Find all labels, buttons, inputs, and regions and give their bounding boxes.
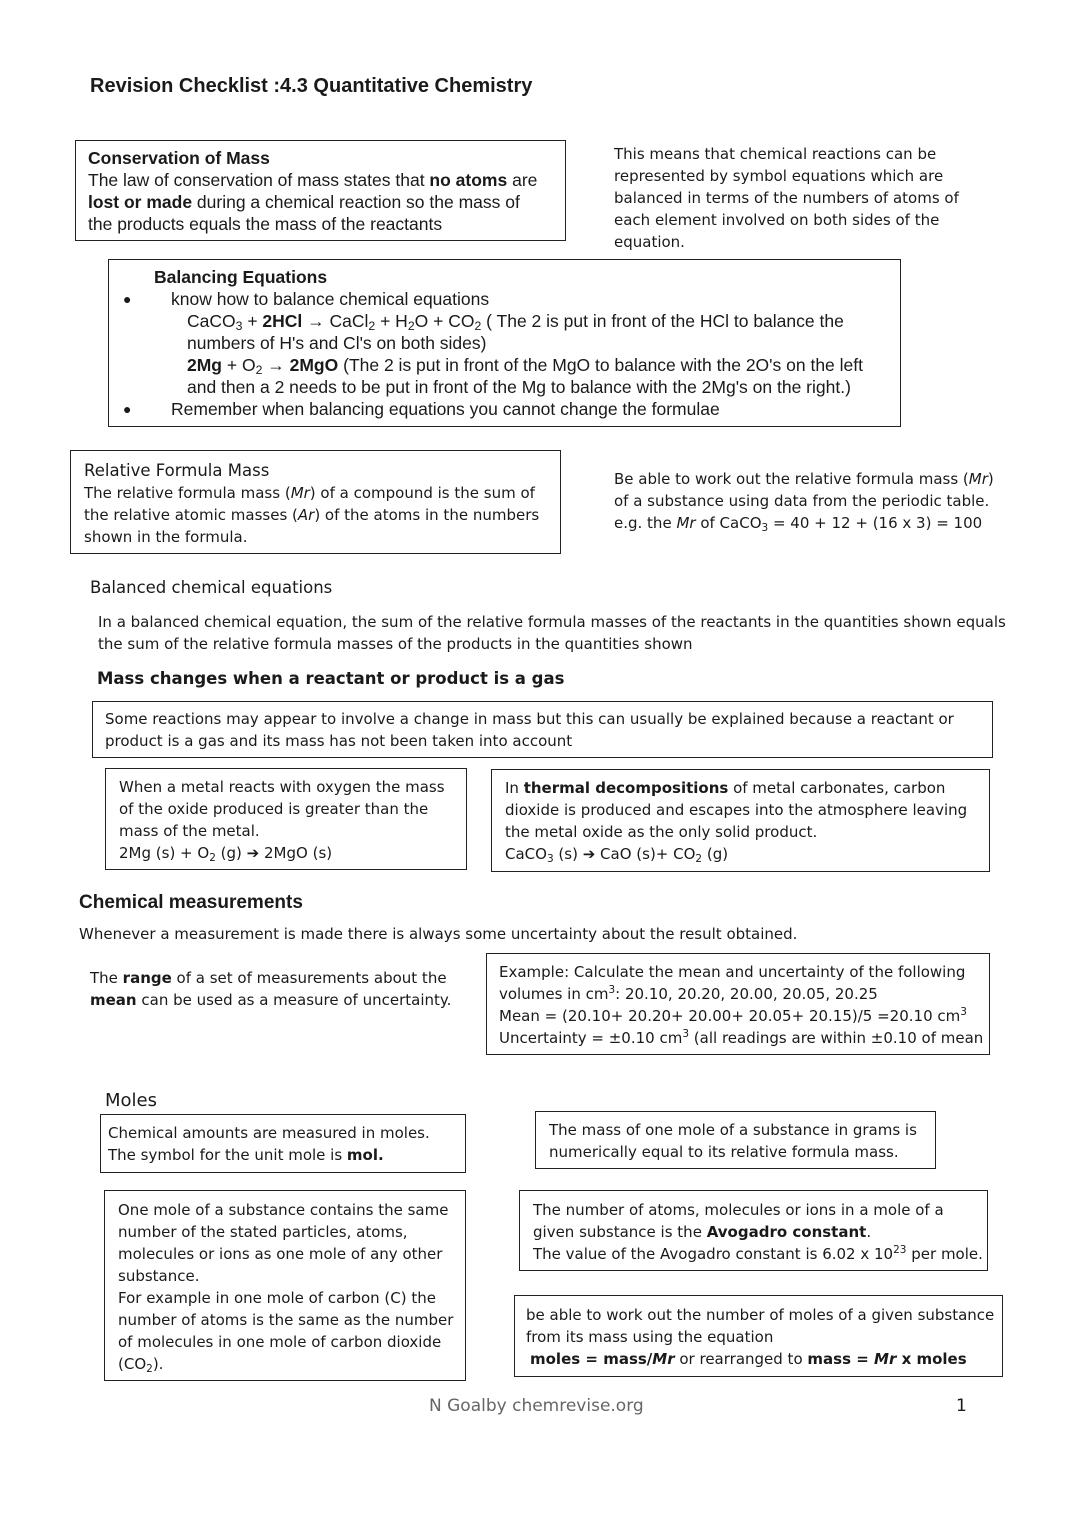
rfm-side-line-1: Be able to work out the relative formula mass (Mr) xyxy=(614,470,994,488)
moles-equation-box xyxy=(514,1295,1003,1377)
avogadro-line-2: given substance is the Avogadro constant. xyxy=(533,1223,872,1241)
thermal-line-3: the metal oxide as the only solid product. xyxy=(505,823,818,841)
rfm-side-line-3: e.g. the Mr of CaCO$_3$ = 40 + 12 + (16 x 3) = 100 xyxy=(614,514,983,534)
example-line-1: Example: Calculate the mean and uncertainty of the following xyxy=(499,963,966,981)
measurements-heading: Chemical measurements xyxy=(79,892,303,913)
range-line-1: The range of a set of measurements about the xyxy=(90,969,447,987)
moles-heading: Moles xyxy=(105,1090,157,1111)
thermal-decomposition-box xyxy=(491,769,990,872)
conservation-line-1: The law of conservation of mass states that no atoms are xyxy=(88,170,538,190)
balanced-line-2: the sum of the relative formula masses of the products in the quantities shown xyxy=(98,635,693,653)
balancing-item-2 xyxy=(109,398,900,420)
conservation-side-note xyxy=(614,143,1054,253)
thermal-line-1: In thermal decompositions of metal carbonates, carbon xyxy=(505,779,946,797)
rfm-line-1: The relative formula mass (Mr) of a compound is the sum of xyxy=(84,484,535,502)
bullet-icon: ● xyxy=(123,291,132,307)
avogadro-box xyxy=(519,1190,988,1271)
balanced-line-1: In a balanced chemical equation, the sum of the relative formula masses of the reactants in the quantities shown equals xyxy=(98,613,1006,631)
avogadro-line-1: The number of atoms, molecules or ions in a mole of a xyxy=(533,1201,944,1219)
example-line-3: Mean = (20.10+ 20.20+ 20.00+ 20.05+ 20.15)/5 =20.10 $cm^3$ xyxy=(499,1006,967,1025)
one-mole-line: of molecules in one mole of carbon dioxide xyxy=(118,1333,442,1351)
moles-unit-line-1: Chemical amounts are measured in moles. xyxy=(108,1124,430,1142)
balancing-item-text: know how to balance chemical equations xyxy=(171,289,490,309)
equation-1-note: numbers of H's and Cl's on both sides) xyxy=(187,333,487,353)
metal-line-2: of the oxide produced is greater than the xyxy=(119,800,429,818)
rfm-heading: Relative Formula Mass xyxy=(84,461,270,480)
page-number: 1 xyxy=(956,1396,967,1416)
one-mole-line: For example in one mole of carbon (C) the xyxy=(118,1289,436,1307)
balanced-text xyxy=(98,611,1058,655)
rfm-side-note xyxy=(614,468,1064,534)
molar-mass-line-2: numerically equal to its relative formula mass. xyxy=(549,1143,899,1161)
side-line: equation. xyxy=(614,233,685,251)
example-line-2: volumes in $cm^3$: 20.10, 20.20, 20.00, 20.05, 20.25 xyxy=(499,984,878,1003)
metal-oxygen-box xyxy=(105,768,467,870)
one-mole-box xyxy=(104,1190,466,1381)
rfm-line-2: the relative atomic masses (Ar) of the atoms in the numbers xyxy=(84,506,540,524)
rfm-side-line-2: of a substance using data from the periodic table. xyxy=(614,492,990,510)
example-line-4: Uncertainty = ±0.10 $cm^3$ (all readings are within ±0.10 of mean xyxy=(499,1028,984,1047)
thermal-equation: CaCO$_3$ (s) ➔ CaO $(s)+ CO_2$ (g) xyxy=(505,845,729,865)
gas-line-2: product is a gas and its mass has not been taken into account xyxy=(105,732,573,750)
gas-heading: Mass changes when a reactant or product is a gas xyxy=(97,669,565,688)
one-mole-line: molecules or ions as one mole of any other xyxy=(118,1245,443,1263)
balancing-equations-box xyxy=(108,259,901,427)
conservation-line-2: lost or made during a chemical reaction so the mass of xyxy=(88,192,520,212)
thermal-line-2: dioxide is produced and escapes into the atmosphere leaving xyxy=(505,801,968,819)
metal-line-3: mass of the metal. xyxy=(119,822,260,840)
conservation-line-3: the products equals the mass of the reactants xyxy=(88,214,443,234)
conservation-of-mass-box xyxy=(75,140,566,241)
measurements-intro: Whenever a measurement is made there is always some uncertainty about the result obtained. xyxy=(79,925,798,943)
bullet-icon: ● xyxy=(123,401,132,417)
equation-1: CaCO$_3$ + 2HCl → CaCl$_2$ + $H_2O + CO_2$ ( The 2 is put in front of the HCl to balance the xyxy=(187,311,844,333)
range-line-2: mean can be used as a measure of uncertainty. xyxy=(90,991,452,1009)
side-line: This means that chemical reactions can be xyxy=(614,145,937,163)
footer-credit: N Goalby chemrevise.org xyxy=(429,1396,644,1416)
metal-line-1: When a metal reacts with oxygen the mass xyxy=(119,778,445,796)
balancing-item-1 xyxy=(109,288,900,310)
one-mole-line: One mole of a substance contains the same xyxy=(118,1201,449,1219)
relative-formula-mass-box xyxy=(70,450,561,554)
gas-line-1: Some reactions may appear to involve a change in mass but this can usually be explained because a reactant or xyxy=(105,710,954,728)
avogadro-line-3: The value of the Avogadro constant is 6.02 x $10^{23}$ per mole. xyxy=(533,1244,983,1263)
side-line: balanced in terms of the numbers of atoms of xyxy=(614,189,959,207)
equation-2-note: and then a 2 needs to be put in front of the Mg to balance with the 2Mg's on the right.) xyxy=(187,377,851,397)
side-line: each element involved on both sides of the xyxy=(614,211,940,229)
uncertainty-example-box xyxy=(486,953,990,1055)
one-mole-line: number of the stated particles, atoms, xyxy=(118,1223,408,1241)
gas-explanation-box xyxy=(92,701,993,758)
molar-mass-box xyxy=(535,1111,936,1169)
one-mole-line: substance. xyxy=(118,1267,200,1285)
one-mole-line: number of atoms is the same as the number xyxy=(118,1311,454,1329)
balanced-heading: Balanced chemical equations xyxy=(90,578,333,597)
equation-2: $2Mg + O_2 \to 2MgO$ (The 2 is put in front of the MgO to balance with the 2O's on the left xyxy=(187,355,863,377)
balancing-heading: Balancing Equations xyxy=(154,267,328,287)
conservation-heading: Conservation of Mass xyxy=(88,148,270,168)
balancing-examples xyxy=(109,310,900,398)
moles-unit-line-2: The symbol for the unit mole is mol. xyxy=(108,1146,384,1164)
moles-eq-line-3: moles = mass/Mr or rearranged to mass = Mr x moles xyxy=(530,1350,967,1368)
metal-equation: 2Mg $(s) + O_2$ (g) ➔ 2MgO (s) xyxy=(119,844,333,864)
range-note xyxy=(90,967,451,1011)
balancing-item-text: Remember when balancing equations you cannot change the formulae xyxy=(171,399,720,419)
molar-mass-line-1: The mass of one mole of a substance in grams is xyxy=(549,1121,917,1139)
moles-eq-line-2: from its mass using the equation xyxy=(526,1328,774,1346)
rfm-line-3: shown in the formula. xyxy=(84,528,248,546)
one-mole-last-line: $(CO_2)$. xyxy=(118,1355,164,1375)
moles-unit-box xyxy=(100,1114,466,1173)
side-line: represented by symbol equations which are xyxy=(614,167,944,185)
page-title: Revision Checklist :4.3 Quantitative Chemistry xyxy=(90,75,533,97)
moles-eq-line-1: be able to work out the number of moles of a given substance xyxy=(526,1306,995,1324)
